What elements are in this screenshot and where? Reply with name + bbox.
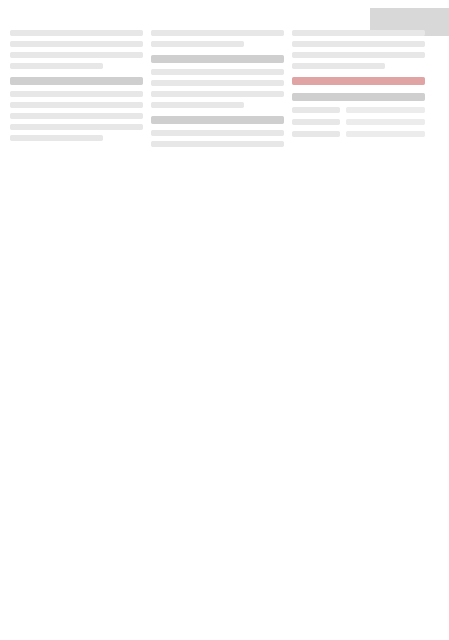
officer-role: [292, 107, 340, 113]
text-column-2: [151, 30, 284, 610]
text-line: [10, 30, 143, 36]
text-line: [10, 124, 143, 130]
text-column-1: [10, 30, 143, 610]
officer-role: [292, 119, 340, 125]
text-line: [10, 135, 103, 141]
article-heading: [10, 77, 143, 85]
officer-row: [292, 131, 425, 137]
text-line: [151, 102, 244, 108]
text-column-3: [292, 30, 425, 610]
officer-row: [292, 119, 425, 125]
text-line: [292, 41, 425, 47]
article-heading: [151, 116, 284, 124]
officer-name: [346, 131, 425, 137]
text-line: [151, 41, 244, 47]
text-line: [10, 102, 143, 108]
officer-row: [292, 107, 425, 113]
officer-name: [346, 107, 425, 113]
officer-role: [292, 131, 340, 137]
text-line: [10, 63, 103, 69]
text-line: [10, 91, 143, 97]
article-heading: [151, 55, 284, 63]
text-line: [151, 80, 284, 86]
subsection-heading: [292, 93, 425, 101]
text-line: [292, 63, 385, 69]
text-line: [151, 69, 284, 75]
text-line: [151, 130, 284, 136]
section-heading: [292, 77, 425, 85]
text-line: [292, 30, 425, 36]
officer-name: [346, 119, 425, 125]
text-line: [151, 141, 284, 147]
text-line: [10, 41, 143, 47]
text-line: [151, 30, 284, 36]
text-line: [151, 91, 284, 97]
text-line: [10, 52, 143, 58]
text-line: [292, 52, 425, 58]
text-line: [10, 113, 143, 119]
